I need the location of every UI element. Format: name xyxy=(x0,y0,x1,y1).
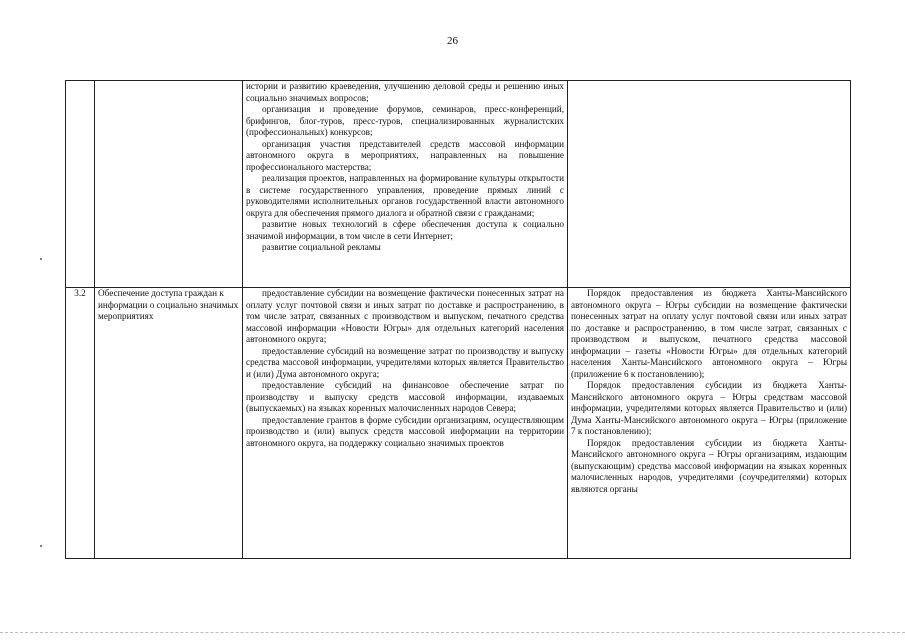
paragraph: предоставление субсидий на возмещение затрат по производству и выпуску средства массовой информации, учредителями которых является Правительство и (или) Дума автономного округа; xyxy=(246,345,564,379)
cell-name xyxy=(95,81,243,288)
paragraph: реализация проектов, направленных на формирование культуры открытости в системе государственного управления, проведение прямых линий с руководителями исполнительных органов государственной власти автономного округа для обеспечения прямого диалога и обратной связи с гражданами; xyxy=(246,173,564,218)
table-row xyxy=(66,81,851,288)
paragraph: истории и развитию краеведения, улучшению деловой среды и решению иных социально значимых вопросов; xyxy=(246,81,564,103)
paragraph: развитие социальной рекламы xyxy=(262,242,381,252)
paragraph: развитие новых технологий в сфере обеспечения доступа к социально значимой информации, в том числе в сети Интернет; xyxy=(246,219,564,241)
paragraph: Порядок предоставления субсидии из бюджета Ханты-Мансийского автономного округа – Югры организациям, издающим (выпускающим) средства массовой информации на языках коренных малочисленных народов, учредителями (соучредителями) которых являются органы xyxy=(571,437,847,494)
cell-regulations xyxy=(568,288,851,559)
paragraph: предоставление субсидий на финансовое обеспечение затрат по производству и выпуску средств массовой информации, издаваемых (выпускаемых) на языках коренных малочисленных народов Севера; xyxy=(246,380,564,413)
paragraph: предоставление грантов в форме субсидии организациям, осуществляющим производство и (или) выпуск средств массовой информации на территории автономного округа, на поддержку социально значимых проектов xyxy=(246,414,564,448)
cell-measures xyxy=(243,288,568,559)
cell-measures xyxy=(243,81,568,288)
page-number: 26 xyxy=(447,35,458,47)
cell-number: 3.2 xyxy=(66,288,95,559)
table-row xyxy=(66,288,851,559)
page-bottom-edge xyxy=(0,632,905,633)
paragraph: Порядок предоставления субсидии из бюджета Ханты-Мансийского автономного округа – Югры средствам массовой информации, учредителями которых является Правительство и (или) Дума Ханты-Мансийского автономного округа – Югры (приложение 7 к постановлению); xyxy=(571,380,847,436)
margin-dot-mark xyxy=(40,545,42,547)
paragraph: организация и проведение форумов, семинаров, пресс-конференций, брифингов, блог-туров, пресс-туров, специализированных журналистских (профессиональных) конкурсов; xyxy=(246,104,564,137)
paragraph: предоставление субсидии на возмещение фактически понесенных затрат на оплату услуг почтовой связи и иных затрат по доставке и распространению, в том числе затрат, связанных с производством и выпуском, печатного средства массовой информации «Новости Югры» для отдельных категорий населения автономного округа; xyxy=(246,288,564,344)
paragraph: организация участия представителей средств массовой информации автономного округа в мероприятиях, направленных на повышение профессионального мастерства; xyxy=(246,138,564,172)
margin-dot-mark xyxy=(40,258,42,260)
paragraph: Порядок предоставления из бюджета Ханты-Мансийского автономного округа – Югры субсидии на возмещение фактически понесенных затрат на оплату услуг почтовой связи или иных затрат по доставке и распространению, в том числе затрат, связанных с производством и выпуском, печатного средства массовой информации – газеты «Новости Югры» для отдельных категорий населения Ханты-Мансийского автономного округа – Югры (приложение 6 к постановлению); xyxy=(571,288,847,379)
cell-regulations xyxy=(568,81,851,288)
program-measures-table xyxy=(65,80,851,559)
cell-name: Обеспечение доступа граждан к информации о социально значимых мероприятиях xyxy=(95,288,243,559)
cell-number xyxy=(66,81,95,288)
